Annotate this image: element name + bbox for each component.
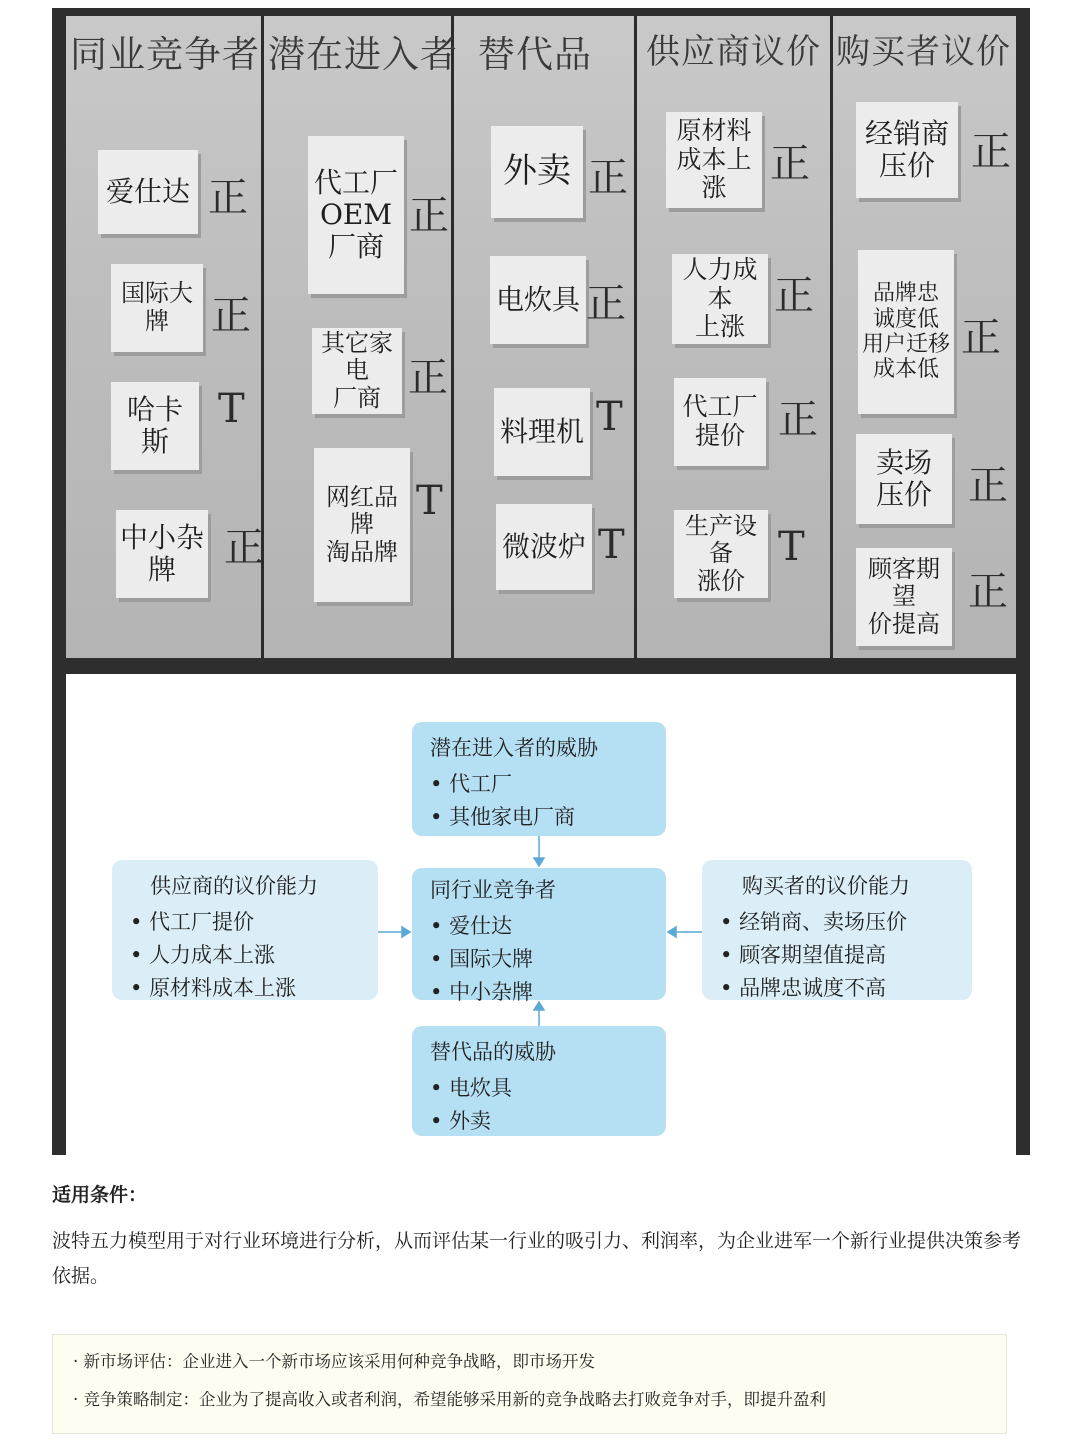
sticky-note: 外卖 xyxy=(491,126,583,218)
column-heading: 购买者议价 xyxy=(836,32,1011,72)
tally-mark: T xyxy=(596,394,623,440)
note-bullet: · 竞争策略制定：企业为了提高收入或者利润，希望能够采用新的竞争战略去打败竞争对手，即提升盈利 xyxy=(73,1381,1006,1419)
column-heading: 同业竞争者 xyxy=(70,33,260,76)
sticky-note: 微波炉 xyxy=(496,504,592,590)
box-item: • 其他家电厂商 xyxy=(430,801,648,834)
tally-mark: 正 xyxy=(224,525,264,571)
tally-mark: 正 xyxy=(774,273,814,319)
box-item: • 品牌忠诚度不高 xyxy=(720,972,954,1005)
box-item: • 国际大牌 xyxy=(430,943,648,976)
section-heading: 适用条件： xyxy=(52,1184,148,1206)
sticky-note: 电炊具 xyxy=(490,256,586,344)
box-item: • 原材料成本上涨 xyxy=(130,972,360,1005)
sticky-note: 料理机 xyxy=(494,388,590,476)
box-title: 替代品的威胁 xyxy=(430,1040,556,1064)
whiteboard-photo xyxy=(66,16,1016,658)
sticky-note: 国际大牌 xyxy=(111,264,203,352)
sticky-note: 品牌忠 诚度低 用户迁移 成本低 xyxy=(858,250,954,414)
column-divider xyxy=(634,16,637,658)
arrow-head-down xyxy=(534,858,544,866)
tally-mark: 正 xyxy=(588,155,628,201)
tally-mark: 正 xyxy=(770,141,810,187)
section-paragraph: 波特五力模型用于对行业环境进行分析，从而评估某一行业的吸引力、利润率，为企业进军一个新行业提供决策参考依据。 xyxy=(52,1230,1022,1287)
sticky-note: 爱仕达 xyxy=(98,150,198,234)
sticky-note: 原材料 成本上涨 xyxy=(666,112,762,208)
tally-mark: 正 xyxy=(208,175,248,221)
column-heading: 供应商议价 xyxy=(646,32,821,72)
sticky-note: 中小杂牌 xyxy=(116,510,208,598)
box-item: • 顾客期望值提高 xyxy=(720,939,954,972)
column-heading: 替代品 xyxy=(478,33,592,76)
box-item: • 代工厂提价 xyxy=(130,906,360,939)
tally-mark: T xyxy=(416,478,443,524)
box-title: 同行业竞争者 xyxy=(430,878,556,902)
sticky-note: 卖场 压价 xyxy=(856,434,952,524)
sticky-note: 人力成本 上涨 xyxy=(672,254,768,344)
tally-mark: 正 xyxy=(968,463,1008,509)
box-item: • 代工厂 xyxy=(430,768,648,801)
arrow-head-up xyxy=(534,1002,544,1010)
column-heading: 潜在进入者 xyxy=(268,33,458,76)
box-item: • 爱仕达 xyxy=(430,910,648,943)
note-bullet: · 新市场评估：企业进入一个新市场应该采用何种竞争战略，即市场开发 xyxy=(73,1343,1006,1381)
sticky-note: 生产设备 涨价 xyxy=(674,510,768,598)
tally-mark: 正 xyxy=(211,293,251,339)
force-arrows xyxy=(66,674,1016,1155)
tally-mark: 正 xyxy=(409,193,449,239)
box-item: • 中小杂牌 xyxy=(430,976,648,1009)
tally-mark: 正 xyxy=(968,569,1008,615)
column-divider xyxy=(451,16,454,658)
box-title: 潜在进入者的威胁 xyxy=(430,736,598,760)
column-divider xyxy=(830,16,833,658)
note-box xyxy=(52,1334,1007,1434)
sticky-note: 代工厂 OEM 厂商 xyxy=(308,136,404,294)
tally-mark: T xyxy=(218,386,245,432)
sticky-note: 经销商 压价 xyxy=(856,102,958,198)
tally-mark: 正 xyxy=(961,315,1001,361)
box-item: • 外卖 xyxy=(430,1105,648,1138)
box-item: • 经销商、卖场压价 xyxy=(720,906,954,939)
tally-mark: 正 xyxy=(778,397,818,443)
sticky-note: 顾客期望 价提高 xyxy=(856,548,952,646)
box-item: • 人力成本上涨 xyxy=(130,939,360,972)
sticky-note: 哈卡斯 xyxy=(111,382,199,470)
arrow-head-right xyxy=(402,927,410,937)
sticky-note: 其它家电 厂商 xyxy=(312,328,402,414)
box-title: 供应商的议价能力 xyxy=(150,874,318,898)
box-title: 购买者的议价能力 xyxy=(742,874,910,898)
tally-mark: 正 xyxy=(971,129,1011,175)
tally-mark: 正 xyxy=(586,281,626,327)
arrow-head-left xyxy=(668,927,676,937)
tally-mark: 正 xyxy=(408,355,448,401)
box-item: • 电炊具 xyxy=(430,1072,648,1105)
tally-mark: T xyxy=(598,522,625,568)
five-forces-diagram xyxy=(66,674,1016,1155)
sticky-note: 代工厂 提价 xyxy=(674,378,766,466)
tally-mark: T xyxy=(778,524,805,570)
sticky-note: 网红品牌 淘品牌 xyxy=(314,448,410,602)
